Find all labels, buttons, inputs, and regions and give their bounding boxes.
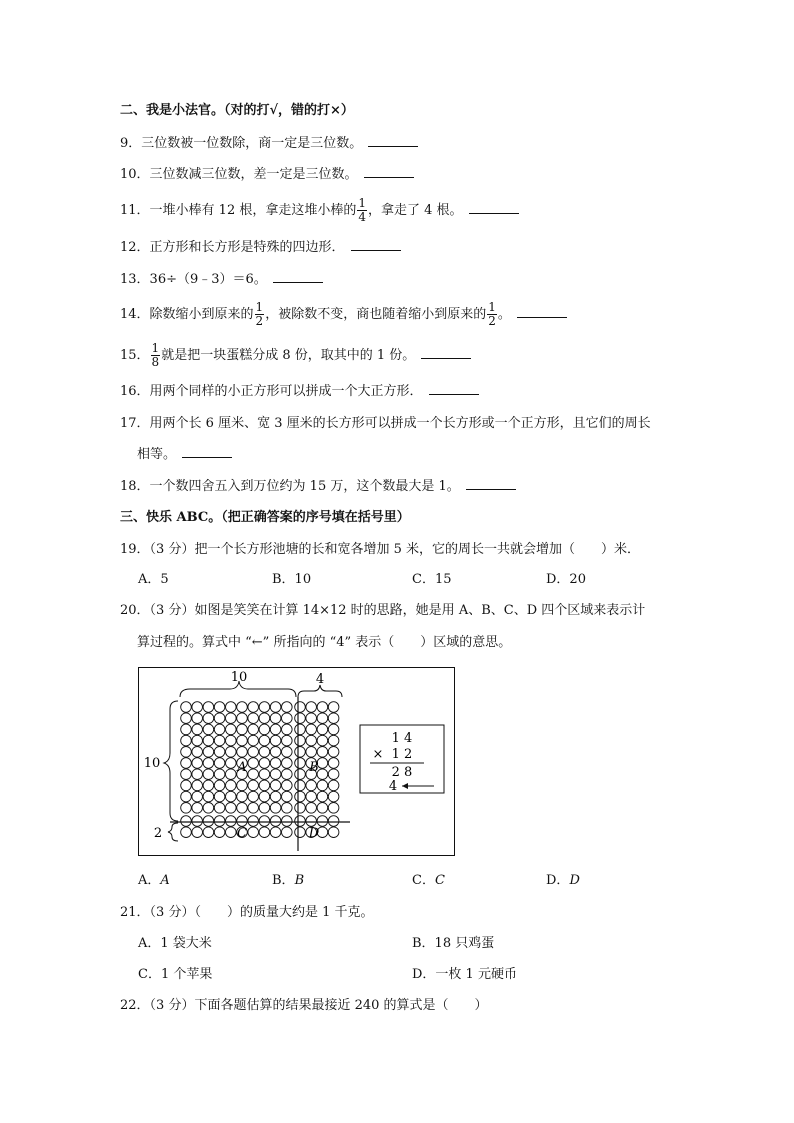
dot xyxy=(317,791,328,802)
dot xyxy=(226,747,237,758)
dot xyxy=(181,791,192,802)
q20-option-c[interactable]: C．C xyxy=(412,873,445,888)
dot xyxy=(270,724,281,735)
dot xyxy=(306,713,317,724)
question-14: 14．除数缩小到原来的 $\frac{1}{2}$ ，被除数不变，商也随着缩小到原来的 $\frac{1}{2}$ 。 xyxy=(120,301,567,328)
dot xyxy=(259,713,270,724)
dot xyxy=(328,702,339,713)
dot xyxy=(248,713,259,724)
answer-blank[interactable] xyxy=(351,238,401,251)
dot xyxy=(270,780,281,791)
dot xyxy=(282,780,293,791)
dot xyxy=(295,702,306,713)
dot xyxy=(295,791,306,802)
dot xyxy=(214,827,225,838)
dot xyxy=(181,780,192,791)
fraction: $\frac{1}{4}$ xyxy=(358,196,366,224)
dot xyxy=(270,702,281,713)
dot xyxy=(259,816,270,827)
q19-option-b[interactable]: B．10 xyxy=(272,572,312,587)
label-left-2: 2 xyxy=(153,826,163,841)
dot xyxy=(270,735,281,746)
dot xyxy=(203,827,214,838)
region-b-label: B xyxy=(309,760,319,775)
dot xyxy=(214,724,225,735)
fraction: $\frac{1}{2}$ xyxy=(255,300,264,328)
dot xyxy=(248,780,259,791)
label-top-4: 4 xyxy=(315,672,325,687)
q21-option-c[interactable]: C．1 个苹果 xyxy=(138,967,213,982)
q21-option-d[interactable]: D．一枚 1 元硬币 xyxy=(412,967,517,982)
label-left-10: 10 xyxy=(143,756,161,771)
dot xyxy=(295,724,306,735)
dot xyxy=(214,747,225,758)
dot xyxy=(181,758,192,769)
dot xyxy=(192,827,203,838)
question-9: 9．三位数被一位数除，商一定是三位数。 xyxy=(120,134,418,154)
dot xyxy=(295,713,306,724)
q19-option-c[interactable]: C．15 xyxy=(412,572,452,587)
dot xyxy=(270,758,281,769)
dot xyxy=(317,747,328,758)
dot xyxy=(237,791,248,802)
dot xyxy=(237,780,248,791)
dot xyxy=(226,769,237,780)
q20-option-d[interactable]: D．D xyxy=(546,873,580,888)
dot xyxy=(181,724,192,735)
dot xyxy=(317,713,328,724)
dot xyxy=(226,758,237,769)
question-21-stem: 21．（3 分）（ ）的质量大约是 1 千克。 xyxy=(120,905,374,920)
calc-row-4: 4 xyxy=(388,779,398,794)
dot xyxy=(317,803,328,814)
dot xyxy=(259,827,270,838)
dot xyxy=(328,827,339,838)
calc-row-3: 2 8 xyxy=(391,765,413,780)
dot xyxy=(317,735,328,746)
dot xyxy=(226,827,237,838)
dot xyxy=(192,791,203,802)
dot xyxy=(306,702,317,713)
dot xyxy=(181,735,192,746)
dot xyxy=(248,803,259,814)
dot xyxy=(317,724,328,735)
section-3-title: 三、快乐 ABC。（把正确答案的序号填在括号里） xyxy=(120,510,410,525)
dot xyxy=(203,780,214,791)
q19-option-a[interactable]: A．5 xyxy=(138,572,169,587)
dot xyxy=(328,713,339,724)
dot xyxy=(226,791,237,802)
q19-option-d[interactable]: D．20 xyxy=(546,572,586,587)
dot xyxy=(237,735,248,746)
dot xyxy=(203,791,214,802)
dot xyxy=(192,747,203,758)
dot xyxy=(259,769,270,780)
dot xyxy=(328,780,339,791)
question-13: 13．36÷（9﹣3）＝6。 xyxy=(120,270,323,290)
dot xyxy=(192,803,203,814)
dot xyxy=(317,816,328,827)
dot xyxy=(328,747,339,758)
fraction: $\frac{1}{2}$ xyxy=(488,300,496,328)
q21-option-a[interactable]: A．1 袋大米 xyxy=(138,936,212,951)
dot xyxy=(295,816,306,827)
dot xyxy=(237,713,248,724)
dot xyxy=(192,735,203,746)
dot xyxy=(282,816,293,827)
dot xyxy=(203,758,214,769)
dot xyxy=(295,747,306,758)
dot xyxy=(181,769,192,780)
dot xyxy=(306,780,317,791)
dot xyxy=(181,702,192,713)
dot xyxy=(203,735,214,746)
dot xyxy=(248,747,259,758)
dot xyxy=(192,816,203,827)
answer-blank[interactable] xyxy=(368,134,418,147)
dot xyxy=(282,735,293,746)
dot xyxy=(328,816,339,827)
dot xyxy=(192,702,203,713)
dot xyxy=(282,769,293,780)
dot xyxy=(328,735,339,746)
question-10: 10．三位数减三位数，差一定是三位数。 xyxy=(120,165,414,185)
dot xyxy=(328,769,339,780)
dot xyxy=(295,803,306,814)
dot xyxy=(192,713,203,724)
answer-blank[interactable] xyxy=(466,477,516,490)
dot xyxy=(181,827,192,838)
question-17-line1: 17．用两个长 6 厘米、宽 3 厘米的长方形可以拼成一个长方形或一个正方形，且它们的周长 xyxy=(120,416,651,431)
dot xyxy=(203,803,214,814)
dot xyxy=(328,758,339,769)
dot xyxy=(181,747,192,758)
dot xyxy=(226,724,237,735)
dot xyxy=(282,724,293,735)
dot xyxy=(214,769,225,780)
dot xyxy=(203,713,214,724)
dot xyxy=(282,791,293,802)
dot xyxy=(259,758,270,769)
question-17-line2: 相等。 xyxy=(137,445,232,465)
dot xyxy=(306,747,317,758)
question-19-stem: 19．（3 分）把一个长方形池塘的长和宽各增加 5 米，它的周长一共就会增加（ ）米． xyxy=(120,542,640,557)
dot xyxy=(226,713,237,724)
dot xyxy=(181,816,192,827)
dot xyxy=(237,816,248,827)
dot xyxy=(328,791,339,802)
dot xyxy=(259,735,270,746)
label-top-10: 10 xyxy=(230,670,248,685)
dot xyxy=(259,702,270,713)
answer-blank[interactable] xyxy=(182,445,232,458)
dot xyxy=(226,735,237,746)
dot xyxy=(214,713,225,724)
dot xyxy=(248,769,259,780)
dot xyxy=(226,780,237,791)
answer-blank[interactable] xyxy=(273,270,323,283)
dot xyxy=(248,702,259,713)
dot xyxy=(237,724,248,735)
q21-option-b[interactable]: B．18 只鸡蛋 xyxy=(412,936,495,951)
dot xyxy=(270,769,281,780)
dot xyxy=(214,758,225,769)
answer-blank[interactable] xyxy=(421,346,471,359)
dot xyxy=(214,803,225,814)
dot xyxy=(203,769,214,780)
section-2-title: 二、我是小法官。（对的打√，错的打×） xyxy=(120,103,354,118)
answer-blank[interactable] xyxy=(364,165,414,178)
dot xyxy=(192,724,203,735)
dot xyxy=(306,724,317,735)
dot xyxy=(237,702,248,713)
dot xyxy=(192,769,203,780)
dot xyxy=(237,747,248,758)
dot xyxy=(203,747,214,758)
dot xyxy=(270,816,281,827)
dot xyxy=(282,702,293,713)
calc-times-sign: × xyxy=(372,747,384,762)
dot xyxy=(282,827,293,838)
dot-array-figure xyxy=(138,667,456,857)
dot xyxy=(214,791,225,802)
dot xyxy=(203,816,214,827)
question-20-line1: 20．（3 分）如图是笑笑在计算 14×12 时的思路，她是用 A、B、C、D 四个区域来表示计 xyxy=(120,603,646,618)
answer-blank[interactable] xyxy=(517,305,567,318)
dot xyxy=(270,791,281,802)
dot xyxy=(259,747,270,758)
region-a-label: A xyxy=(237,760,247,775)
dot xyxy=(226,803,237,814)
dot xyxy=(295,780,306,791)
dot xyxy=(192,758,203,769)
question-11: 11．一堆小棒有 12 根，拿走这堆小棒的 $\frac{1}{4}$ ，拿走了 4 根。 xyxy=(120,197,519,224)
dot xyxy=(282,803,293,814)
dot xyxy=(226,702,237,713)
dot xyxy=(248,724,259,735)
dot xyxy=(203,724,214,735)
question-12: 12．正方形和长方形是特殊的四边形． xyxy=(120,238,401,258)
dot xyxy=(270,747,281,758)
dot xyxy=(306,735,317,746)
answer-blank[interactable] xyxy=(429,382,479,395)
dot xyxy=(282,713,293,724)
question-18: 18．一个数四舍五入到万位约为 15 万，这个数最大是 1。 xyxy=(120,477,516,497)
calc-row-2: 1 2 xyxy=(391,747,413,762)
dot xyxy=(328,724,339,735)
dot xyxy=(306,816,317,827)
region-d-label: D xyxy=(308,826,320,841)
dot xyxy=(203,702,214,713)
dot xyxy=(248,735,259,746)
dot xyxy=(181,713,192,724)
dot xyxy=(192,780,203,791)
dot xyxy=(328,803,339,814)
dot xyxy=(270,827,281,838)
calc-row-1: 1 4 xyxy=(391,731,413,746)
dot xyxy=(248,827,259,838)
dot xyxy=(270,803,281,814)
dot xyxy=(295,758,306,769)
q20-option-a[interactable]: A．A xyxy=(138,873,170,888)
dot xyxy=(306,791,317,802)
dot xyxy=(214,702,225,713)
dot xyxy=(248,791,259,802)
dot xyxy=(214,816,225,827)
dot xyxy=(181,803,192,814)
dot xyxy=(214,735,225,746)
dot xyxy=(237,803,248,814)
question-16: 16．用两个同样的小正方形可以拼成一个大正方形． xyxy=(120,382,479,402)
question-20-line2: 算过程的。算式中 “←” 所指向的 “4” 表示（ ）区域的意思。 xyxy=(137,635,512,650)
region-c-label: C xyxy=(237,826,247,841)
dot xyxy=(306,803,317,814)
dot xyxy=(226,816,237,827)
dot xyxy=(295,735,306,746)
question-15: 15． $\frac{1}{8}$ 就是把一块蛋糕分成 8 份，取其中的 1 份。 xyxy=(120,342,471,369)
dot xyxy=(282,747,293,758)
dot xyxy=(295,769,306,780)
dot xyxy=(214,780,225,791)
dot xyxy=(248,758,259,769)
dot xyxy=(317,702,328,713)
question-22-stem: 22．（3 分）下面各题估算的结果最接近 240 的算式是（ ） xyxy=(120,998,488,1013)
dot xyxy=(295,827,306,838)
dot xyxy=(317,780,328,791)
fraction: $\frac{1}{8}$ xyxy=(151,341,160,369)
dot xyxy=(270,713,281,724)
dot xyxy=(259,803,270,814)
q20-option-b[interactable]: B．B xyxy=(272,873,305,888)
dot xyxy=(259,780,270,791)
answer-blank[interactable] xyxy=(469,201,519,214)
dot xyxy=(259,791,270,802)
dot xyxy=(282,758,293,769)
dot xyxy=(259,724,270,735)
dot xyxy=(248,816,259,827)
